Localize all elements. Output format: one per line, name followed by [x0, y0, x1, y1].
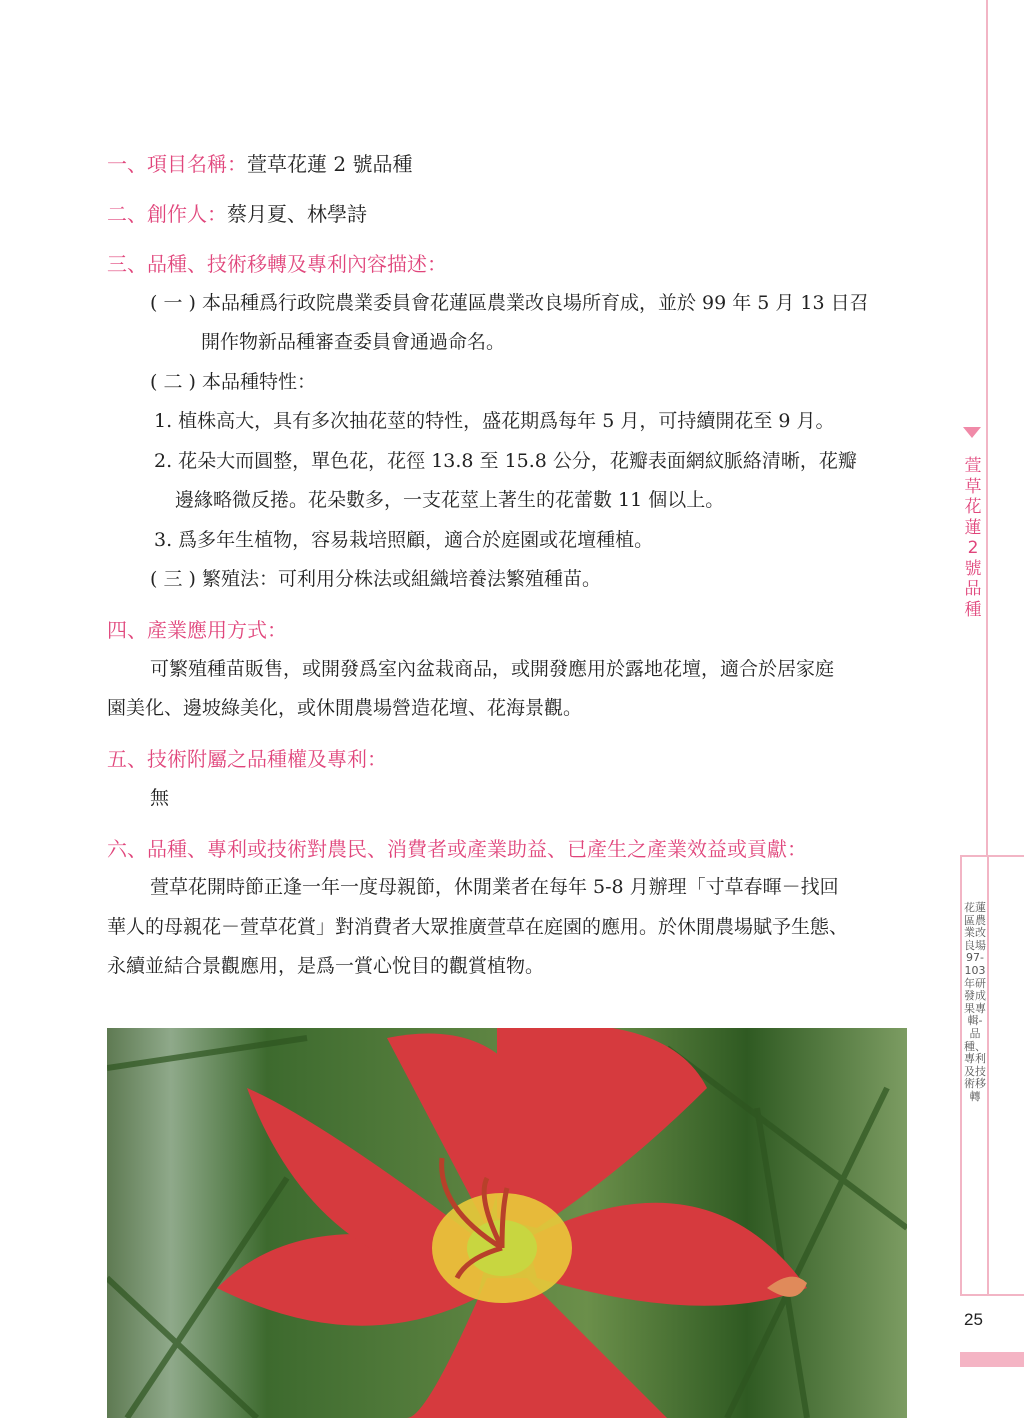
para: 華人的母親花－萱草花賞」對消費者大眾推廣萱草在庭園的應用。於休閒農場賦予生態、 — [107, 916, 849, 938]
list-item: 邊緣略微反捲。花朵數多，一支花莖上著生的花蕾數 11 個以上。 — [175, 489, 725, 511]
section-3-heading: 三、品種、技術移轉及專利內容描述： — [107, 252, 447, 276]
project-name: 萱草花蓮 2 號品種 — [247, 152, 413, 176]
margin-rule — [986, 0, 988, 856]
para: ( 二 ) 本品種特性： — [150, 371, 316, 393]
list-item: 2. 花朵大而圓整，單色花，花徑 13.8 至 15.8 公分，花瓣表面網紋脈絡清晰，花瓣 — [154, 450, 857, 472]
para: 開作物新品種審查委員會通過命名。 — [201, 331, 506, 353]
para: ( 一 ) 本品種爲行政院農業委員會花蓮區農業改良場所育成，並於 99 年 5 月 13 日召 — [150, 292, 869, 314]
para: 可繁殖種苗販售，或開發爲室內盆栽商品，或開發應用於露地花壇，適合於居家庭 — [150, 658, 835, 680]
list-item: 1. 植株高大，具有多次抽花莖的特性，盛花期爲每年 5 月，可持續開花至 9 月。 — [154, 410, 835, 432]
page-number: 25 — [964, 1310, 983, 1329]
section-2-heading: 二、創作人：蔡月夏、林學詩 — [107, 202, 367, 226]
page-tab-bar — [960, 1352, 1024, 1367]
para: 永續並結合景觀應用，是爲一賞心悅目的觀賞植物。 — [107, 955, 545, 977]
para: 無 — [150, 787, 170, 809]
section-5-heading: 五、技術附屬之品種權及專利： — [107, 747, 387, 771]
section-6-heading: 六、品種、專利或技術對農民、消費者或產業助益、已產生之產業效益或貢獻： — [107, 837, 807, 861]
section-1-heading: 一、項目名稱：萱草花蓮 2 號品種 — [107, 152, 413, 176]
para: ( 三 ) 繁殖法：可利用分株法或組織培養法繁殖種苗。 — [150, 568, 601, 590]
book-title-vertical: 花蓮區農業改良場97-103年研發成果專輯-品種、專利及技術移轉 — [964, 901, 986, 1103]
para: 萱草花開時節正逢一年一度母親節，休閒業者在每年 5-8 月辦理「寸草春暉－找回 — [150, 876, 839, 898]
triangle-marker-icon — [963, 427, 981, 438]
creators: 蔡月夏、林學詩 — [227, 202, 367, 226]
section-4-heading: 四、產業應用方式： — [107, 618, 287, 642]
para: 園美化、邊坡綠美化，或休閒農場營造花壇、花海景觀。 — [107, 697, 583, 719]
chapter-title-vertical: 萱草花蓮2號品種 — [964, 456, 982, 620]
list-item: 3. 爲多年生植物，容易栽培照顧，適合於庭園或花壇種植。 — [154, 529, 654, 551]
daylily-photo — [107, 1028, 907, 1418]
